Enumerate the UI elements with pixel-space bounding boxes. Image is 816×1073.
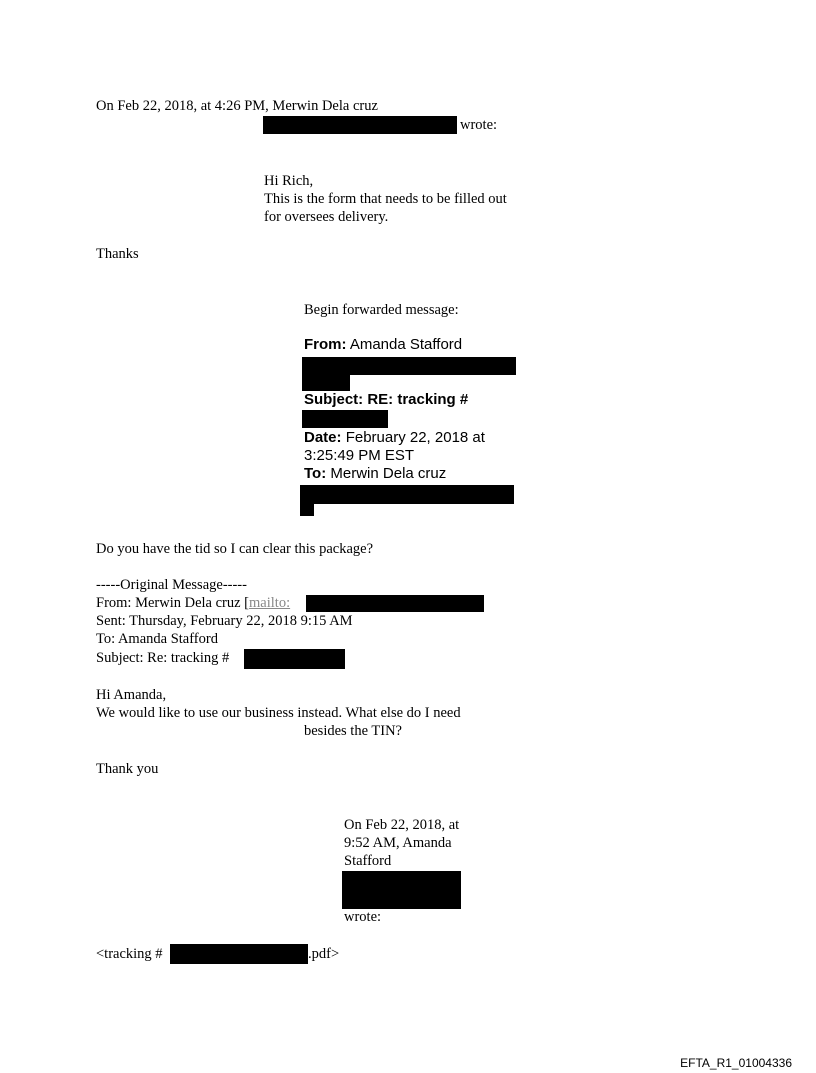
redaction-bar bbox=[263, 116, 457, 134]
forward-date-cont: 3:25:49 PM EST bbox=[304, 447, 415, 464]
original-divider: -----Original Message----- bbox=[96, 577, 247, 593]
forward-from bbox=[304, 336, 462, 354]
attachment-prefix: <tracking # bbox=[96, 946, 163, 962]
forward-to bbox=[304, 465, 446, 483]
quoted-line: Stafford bbox=[344, 853, 392, 869]
redaction-bar bbox=[302, 357, 516, 375]
greeting: Hi Rich, bbox=[264, 173, 314, 189]
original-body: besides the TIN? bbox=[304, 723, 402, 739]
from-value: Amanda Stafford bbox=[349, 336, 463, 353]
mailto-link[interactable]: mailto: bbox=[249, 595, 291, 611]
redaction-bar bbox=[300, 485, 514, 504]
quoted-line: On Feb 22, 2018, at bbox=[344, 817, 460, 833]
header-line: On Feb 22, 2018, at 4:26 PM, Merwin Dela cruz bbox=[96, 98, 378, 114]
original-sent: Sent: Thursday, February 22, 2018 9:15 AM bbox=[96, 613, 353, 629]
to-value: Merwin Dela cruz bbox=[330, 465, 447, 482]
body-line: This is the form that needs to be filled out bbox=[264, 191, 507, 207]
quoted-wrote: wrote: bbox=[344, 909, 382, 925]
original-subject: Subject: Re: tracking # bbox=[96, 650, 230, 666]
thanks: Thanks bbox=[96, 246, 139, 262]
original-to: To: Amanda Stafford bbox=[96, 631, 218, 647]
date-label: Date: bbox=[304, 429, 342, 446]
redaction-bar bbox=[342, 871, 461, 909]
quoted-line: 9:52 AM, Amanda bbox=[344, 835, 452, 851]
body-line: for oversees delivery. bbox=[264, 209, 389, 225]
original-body: We would like to use our business instead. What else do I need bbox=[96, 705, 461, 721]
forward-date bbox=[304, 429, 485, 447]
header-wrote: wrote: bbox=[460, 117, 498, 133]
original-from-prefix: From: Merwin Dela cruz [ bbox=[96, 595, 250, 611]
redaction-bar bbox=[170, 944, 308, 964]
redaction-bar bbox=[300, 503, 314, 516]
attachment-suffix: .pdf> bbox=[308, 946, 340, 962]
original-thanks: Thank you bbox=[96, 761, 159, 777]
from-label: From: bbox=[304, 336, 347, 353]
forward-intro: Begin forwarded message: bbox=[304, 302, 459, 318]
redaction-bar bbox=[306, 595, 484, 612]
redaction-bar bbox=[302, 374, 350, 391]
forward-subject: Subject: RE: tracking # bbox=[304, 391, 469, 408]
original-greeting: Hi Amanda, bbox=[96, 687, 167, 703]
to-label: To: bbox=[304, 465, 327, 482]
reply-question: Do you have the tid so I can clear this package? bbox=[96, 541, 374, 557]
document-id: EFTA_R1_01004336 bbox=[680, 1056, 792, 1070]
redaction-bar bbox=[302, 410, 388, 428]
redaction-bar bbox=[244, 649, 345, 669]
date-value: February 22, 2018 at bbox=[345, 429, 485, 446]
